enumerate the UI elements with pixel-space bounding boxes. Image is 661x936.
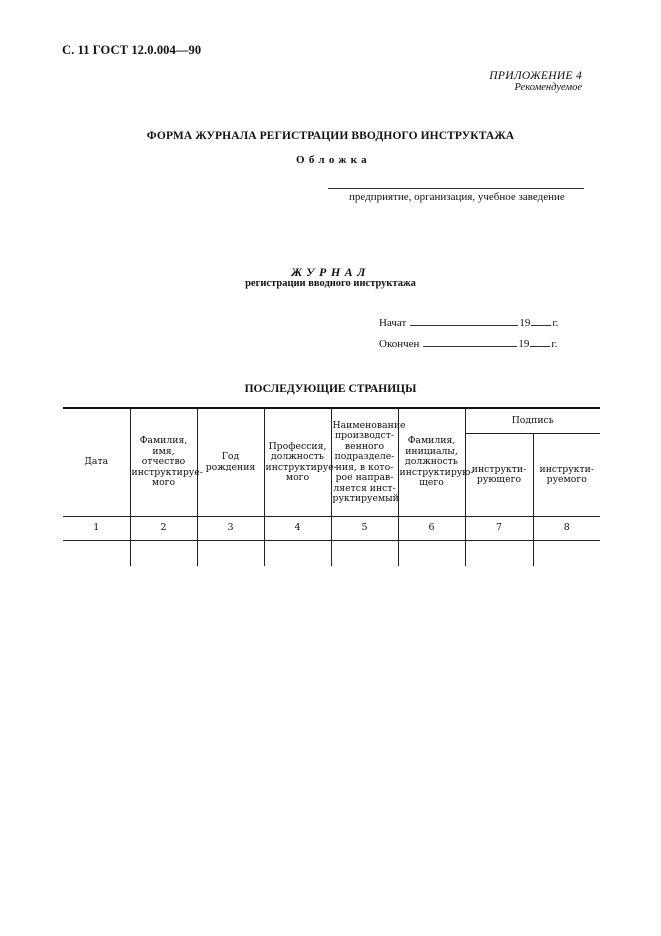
column-number-row (63, 517, 600, 541)
end-date-label: Окончен (379, 338, 420, 350)
column-number: 4 (264, 517, 331, 541)
column-number: 8 (533, 517, 600, 541)
appendix-block (489, 70, 582, 94)
header-department: Наименование производст-венного подразделе-ния, в кото-рое направ-ляется инст-руктируемый (331, 408, 398, 517)
header-position: Профессия, должность инструктируе-мого (264, 408, 331, 517)
end-year-suffix: г. (551, 338, 558, 350)
end-date-row (379, 335, 557, 350)
empty-cell (533, 541, 600, 567)
start-date-label: Начат (379, 317, 407, 329)
column-number: 6 (398, 517, 465, 541)
organization-fill-line (328, 188, 584, 189)
form-title: ФОРМА ЖУРНАЛА РЕГИСТРАЦИИ ВВОДНОГО ИНСТРУКТАЖА (146, 130, 515, 142)
header-instructor: Фамилия, инициалы, должность инструктирую-щего (398, 408, 465, 517)
header-birth-year: Год рождения (197, 408, 264, 517)
empty-cell (197, 541, 264, 567)
header-date: Дата (63, 408, 130, 517)
journal-table (63, 407, 600, 566)
column-number: 7 (465, 517, 533, 541)
end-date-blank (423, 335, 517, 347)
column-number: 1 (63, 517, 130, 541)
header-sign-instructor: инструкти-рующего (465, 434, 533, 517)
end-year-prefix: 19 (518, 338, 530, 350)
empty-entry-row (63, 541, 600, 567)
appendix-note: Рекомендуемое (514, 82, 582, 93)
empty-cell (398, 541, 465, 567)
start-year-suffix: г. (552, 317, 559, 329)
column-number: 5 (331, 517, 398, 541)
empty-cell (130, 541, 197, 567)
start-date-blank (410, 314, 518, 326)
start-year-blank (531, 314, 551, 326)
header-signature: Подпись (465, 408, 600, 434)
journal-title: ЖУРНАЛ (291, 265, 370, 279)
column-number: 2 (130, 517, 197, 541)
journal-subtitle: регистрации вводного инструктажа (245, 278, 416, 289)
empty-cell (63, 541, 130, 567)
next-pages-title: ПОСЛЕДУЮЩИЕ СТРАНИЦЫ (244, 383, 417, 395)
start-date-row (379, 314, 558, 329)
cover-label: Обложка (296, 154, 371, 166)
appendix-title: ПРИЛОЖЕНИЕ 4 (489, 70, 582, 82)
empty-cell (264, 541, 331, 567)
header-sign-trainee: инструкти-руемого (533, 434, 600, 517)
empty-cell (465, 541, 533, 567)
empty-cell (331, 541, 398, 567)
header-name: Фамилия, имя, отчество инструктируе-мого (130, 408, 197, 517)
column-number: 3 (197, 517, 264, 541)
page-header: С. 11 ГОСТ 12.0.004—90 (62, 43, 202, 57)
start-year-prefix: 19 (519, 317, 531, 329)
organization-caption: предприятие, организация, учебное заведение (349, 191, 565, 203)
end-year-blank (530, 335, 550, 347)
